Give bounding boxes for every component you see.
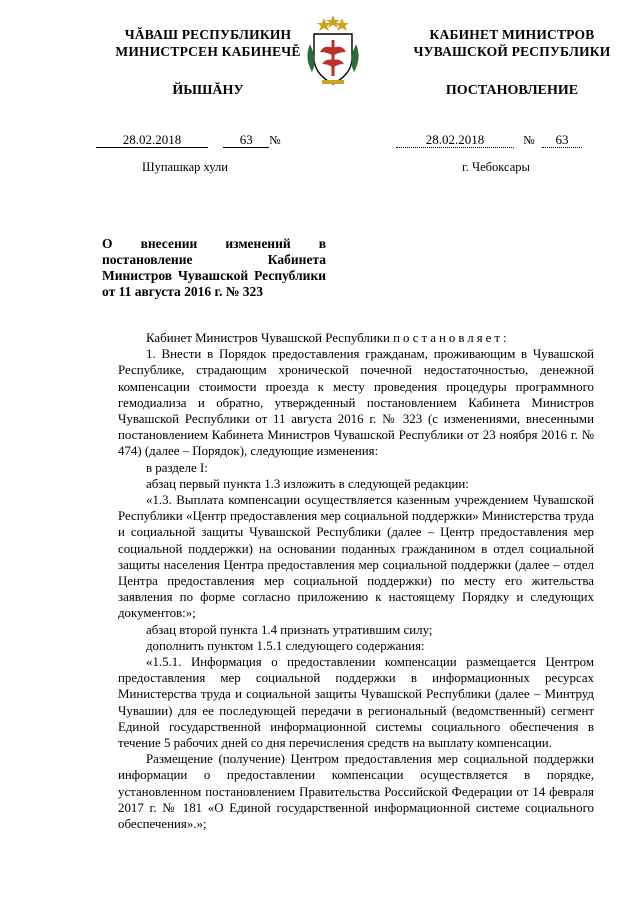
- number-right: 63: [542, 133, 582, 148]
- place-right: г. Чебоксары: [462, 160, 530, 174]
- body-paragraph: 1. Внести в Порядок предоставления гражданам, проживающим в Чувашской Республике, страдающим хронической почечной недостаточностью, денежной компенсации стоимости проезда к месту проведения процедуры программного гемодиализа и обратно, утвержденный постановлением Кабинета Министров Чувашской Республики от 11 августа 2016 г. № 323 (с изменениями, внесенными постановлением Кабинета Министров Чувашской Республики от 23 ноября 2016 г. № 474) (далее – Порядок), следующие изменения:: [118, 347, 594, 459]
- dateline-right: [396, 132, 602, 148]
- header-right-line1: КАБИНЕТ МИНИСТРОВ: [429, 27, 595, 42]
- body-paragraph: в разделе I:: [146, 460, 208, 475]
- number-sign-left: №: [269, 133, 281, 147]
- intro-text: Кабинет Министров Чувашской Республики: [146, 331, 394, 345]
- body-paragraph: абзац второй пункта 1.4 признать утратившим силу;: [146, 622, 433, 637]
- date-right: 28.02.2018: [396, 133, 514, 148]
- header-left-doc-type: ЙЫШĂНУ: [172, 83, 244, 98]
- body-paragraph: абзац первый пункта 1.3 изложить в следующей редакции:: [146, 476, 469, 491]
- header-left-line2: МИНИСТРСЕН КАБИНЕЧĔ: [115, 44, 301, 59]
- number-sign-right: №: [523, 133, 535, 147]
- dateline-left: [96, 132, 306, 148]
- header-left: [88, 26, 328, 99]
- intro-verb: постановляет:: [393, 331, 510, 345]
- body-paragraph: Размещение (получение) Центром предоставления мер социальной поддержки информации о предоставлении компенсации осуществляется в порядке, установленном постановлением Правительства Российской Федерации от 14 февраля 2017 г. № 181 «О Единой государственной информационной системе социального обеспечения».»;: [118, 752, 594, 832]
- body-paragraph: «1.3. Выплата компенсации осуществляется казенным учреждением Чувашской Республики «Центр предоставления мер социальной поддержки» Министерства труда и социальной защиты Чувашской Республики (далее – Центр предоставления мер социальной поддержки) на основании поданных гражданином в отдел социальной защиты населения Центра предоставления мер социальной поддержки (далее – отдел Центра предоставления мер социальной поддержки) по месту его жительства заявления по форме согласно приложению к настоящему Порядку и следующих документов:»;: [118, 493, 594, 621]
- document-title: О внесении изменений в постановление Кабинета Министров Чувашской Республики от 11 августа 2016 г. № 323: [102, 236, 326, 299]
- document-body: [118, 330, 594, 832]
- header-right-line2: ЧУВАШСКОЙ РЕСПУБЛИКИ: [413, 44, 611, 59]
- header-right: [392, 26, 632, 99]
- body-paragraph: дополнить пунктом 1.5.1 следующего содержания:: [146, 638, 425, 653]
- place-left: Шупашкар хули: [142, 160, 228, 174]
- header-right-doc-type: ПОСТАНОВЛЕНИЕ: [445, 83, 579, 98]
- intro-paragraph: [118, 330, 594, 346]
- chuvash-coat-of-arms-icon: [302, 14, 364, 88]
- number-left: 63: [223, 133, 269, 148]
- header-left-line1: ЧĂВАШ РЕСПУБЛИКИН: [124, 27, 292, 42]
- date-left: 28.02.2018: [96, 133, 208, 148]
- body-paragraph: «1.5.1. Информация о предоставлении компенсации размещается Центром предоставления мер социальной поддержки в информационных ресурсах Министерства труда и социальной защиты Чувашской Республики (далее – Минтруд Чувашии) для ее последующей передачи в региональный (ведомственный) сегмент Единой государственной информационной системы социального обеспечения в течение 5 рабочих дней со дня перечисления средств на выплату компенсации.: [118, 655, 594, 751]
